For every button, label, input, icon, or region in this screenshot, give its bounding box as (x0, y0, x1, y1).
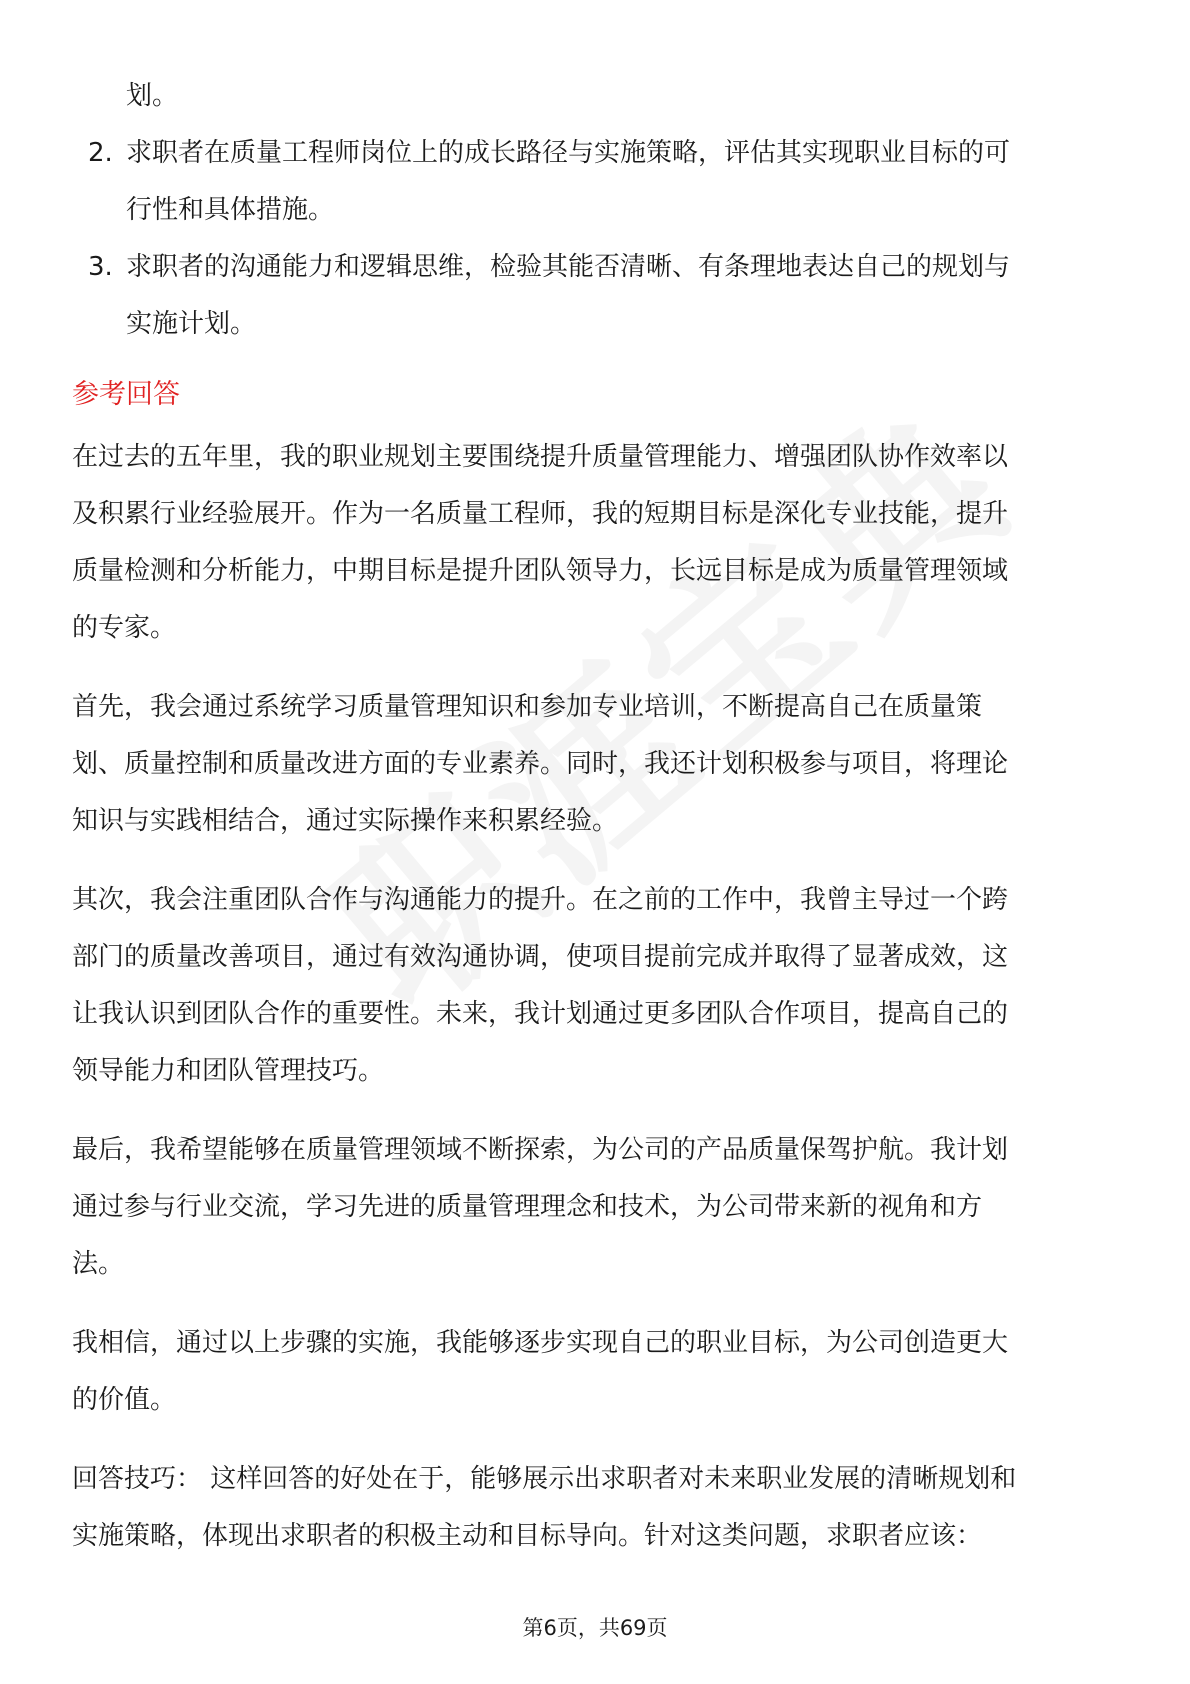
list-number: 2. (88, 138, 113, 168)
document-content (72, 68, 1122, 1565)
paragraph-line: 的专家。 (72, 613, 177, 643)
paragraph-line: 部门的质量改善项目，通过有效沟通协调，使项目提前完成并取得了显著成效，这 (72, 942, 1009, 972)
paragraph-line: 通过参与行业交流，学习先进的质量管理理念和技术，为公司带来新的视角和方 (72, 1192, 983, 1222)
page-number-footer: 第6页，共69页 (522, 1616, 668, 1640)
paragraph-line: 领导能力和团队管理技巧。 (72, 1056, 385, 1086)
paragraph-line: 知识与实践相结合，通过实际操作来积累经验。 (72, 806, 619, 836)
paragraph-line: 实施策略，体现出求职者的积极主动和目标导向。针对这类问题，求职者应该： (72, 1521, 983, 1551)
paragraph-line: 的价值。 (72, 1385, 177, 1415)
list-item-line: 行性和具体措施。 (126, 195, 335, 225)
list-item-line: 求职者的沟通能力和逻辑思维，检验其能否清晰、有条理地表达自己的规划与 (126, 252, 1011, 282)
paragraph-line: 及积累行业经验展开。作为一名质量工程师，我的短期目标是深化专业技能，提升 (72, 499, 1009, 529)
paragraph-line: 让我认识到团队合作的重要性。未来，我计划通过更多团队合作项目，提高自己的 (72, 999, 1009, 1029)
paragraph-line: 我相信，通过以上步骤的实施，我能够逐步实现自己的职业目标，为公司创造更大 (72, 1328, 1009, 1358)
paragraph (72, 679, 1122, 850)
paragraph-line: 划、质量控制和质量改进方面的专业素养。同时，我还计划积极参与项目，将理论 (72, 749, 1009, 779)
paragraph (72, 872, 1122, 1100)
paragraph (72, 429, 1122, 657)
list-item-line: 实施计划。 (126, 309, 257, 339)
paragraph-line: 其次，我会注重团队合作与沟通能力的提升。在之前的工作中，我曾主导过一个跨 (72, 885, 1009, 915)
list-item (72, 125, 1122, 239)
paragraph-line: 回答技巧： 这样回答的好处在于，能够展示出求职者对未来职业发展的清晰规划和 (72, 1464, 1017, 1494)
answer-tips-paragraph (72, 1451, 1122, 1565)
section-heading: 参考回答 (72, 379, 180, 410)
paragraph (72, 1315, 1122, 1429)
paragraph-line: 首先，我会通过系统学习质量管理知识和参加专业培训，不断提高自己在质量策 (72, 692, 983, 722)
paragraph-line: 法。 (72, 1249, 125, 1279)
list-item (72, 239, 1122, 353)
list-item-continuation: 划。 (126, 81, 179, 111)
paragraph-line: 质量检测和分析能力，中期目标是提升团队领导力，长远目标是成为质量管理领域 (72, 556, 1009, 586)
list-item-line: 求职者在质量工程师岗位上的成长路径与实施策略，评估其实现职业目标的可 (126, 138, 1011, 168)
list-number: 3. (88, 252, 113, 282)
paragraph (72, 1122, 1122, 1293)
paragraph-line: 在过去的五年里，我的职业规划主要围绕提升质量管理能力、增强团队协作效率以 (72, 442, 1009, 472)
numbered-list (72, 125, 1122, 353)
paragraph-line: 最后，我希望能够在质量管理领域不断探索，为公司的产品质量保驾护航。我计划 (72, 1135, 1009, 1165)
